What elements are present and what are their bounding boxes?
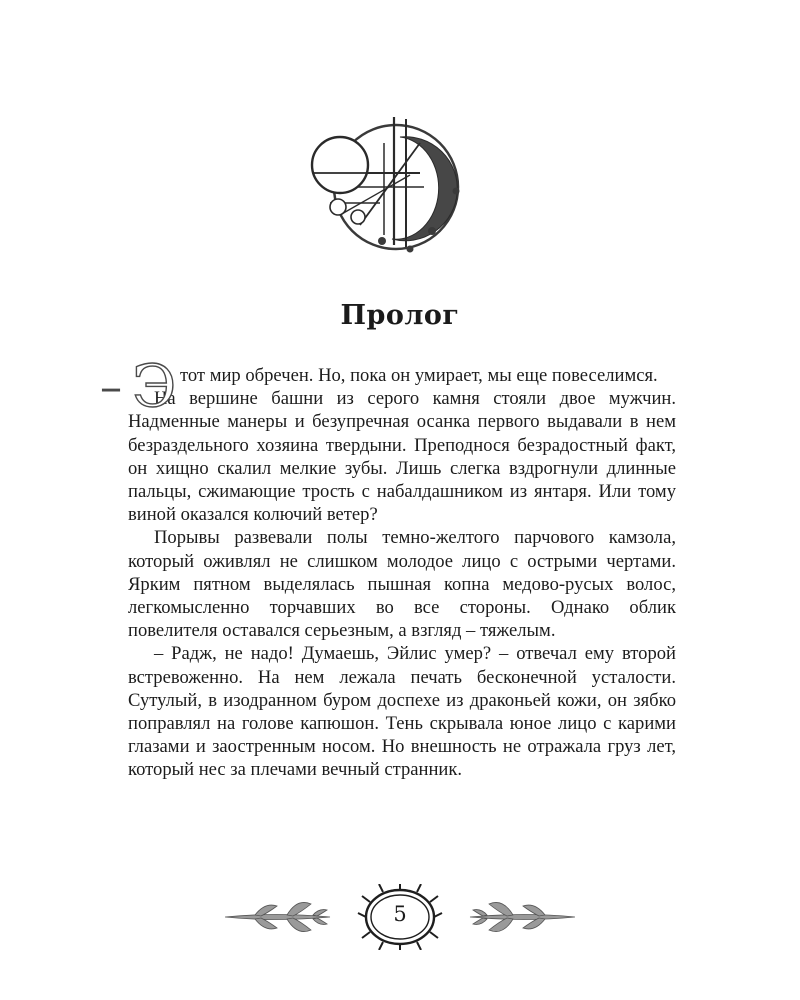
paragraph-text: тот мир обречен. Но, пока он умирает, мы еще повеселимся.	[180, 365, 658, 386]
dropcap-dash: –	[100, 362, 122, 413]
paragraph: – Радж, не надо! Думаешь, Эйлис умер? – отвечал ему второй встревоженно. На нем лежала печать бесконечной усталости. Сутулый, в изодранном буром доспехе из драконьей кожи, он зябко поправлял на голове капюшон. Тень скрывала юное лицо с карими глазами и заостренным носом. Но внешность не отражала груз лет, который нес за плечами вечный странник.	[128, 643, 676, 781]
body-text	[100, 352, 676, 782]
dropcap-letter: Э	[132, 352, 177, 420]
paragraph-first	[100, 352, 676, 420]
paragraph: На вершине башни из серого камня стояли двое мужчин. Надменные манеры и безупречная осанка первого выдавали в нем безраздельного хозяина твердыни. Преподнося безрадостный факт, он хищно скалил мелкие зубы. Лишь слегка вздрогнули длинные пальцы, сжимающие трость с набалдашником из янтаря. Или тому виной оказался колючий ветер?	[128, 388, 676, 526]
chapter-title: Пролог	[340, 300, 460, 331]
moon-emblem-icon	[300, 115, 470, 255]
page-number: 5	[393, 902, 407, 926]
paragraph: Порывы развевали полы темно-желтого парчового камзола, который оживлял не слишком молодое лицо с острыми чертами. Ярким пятном выделялась пышная копна медово-русых волос, легкомысленно торчавших во все стороны. Однако облик повелителя оставался серьезным, а взгляд – тяжелым.	[128, 527, 676, 642]
